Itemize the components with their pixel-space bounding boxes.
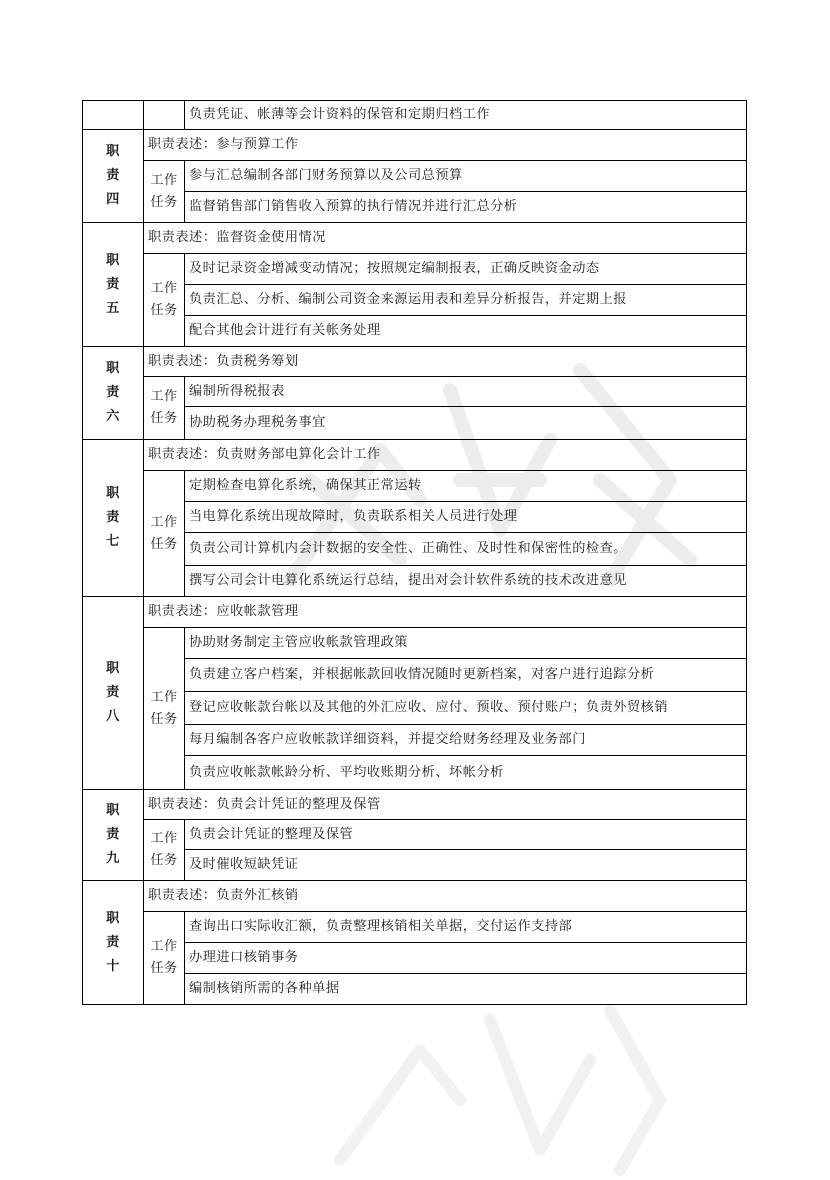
duty-heading: 职 责 十 (83, 881, 144, 1005)
task-text: 负责凭证、帐薄等会计资料的保管和定期归档工作 (185, 101, 747, 130)
table-row (83, 597, 747, 628)
duty-statement: 职责表述：监督资金使用情况 (144, 223, 747, 254)
task-text: 参与汇总编制各部门财务预算以及公司总预算 (185, 161, 747, 192)
task-text: 及时记录资金增减变动情况；按照规定编制报表，正确反映资金动态 (185, 254, 747, 285)
duty-statement: 职责表述：应收帐款管理 (144, 597, 747, 628)
task-text: 负责应收帐款帐龄分析、平均收账期分析、坏帐分析 (185, 756, 747, 790)
table-row (83, 628, 747, 659)
task-text: 负责建立客户档案，并根据帐款回收情况随时更新档案，对客户进行追踪分析 (185, 659, 747, 692)
task-text: 协助财务制定主管应收帐款管理政策 (185, 628, 747, 659)
task-text: 负责公司计算机内会计数据的安全性、正确性、及时性和保密性的检查。 (185, 533, 747, 566)
tasks-label: 工作 任务 (144, 254, 185, 347)
table-row (83, 101, 747, 130)
table-row (83, 820, 747, 850)
task-text: 每月编制各客户应收帐款详细资料，并提交给财务经理及业务部门 (185, 725, 747, 756)
tasks-label: 工作 任务 (144, 912, 185, 1005)
table-row (83, 130, 747, 161)
duty-heading: 职 责 五 (83, 223, 144, 347)
task-text: 负责会计凭证的整理及保管 (185, 820, 747, 850)
task-text: 编制核销所需的各种单据 (185, 974, 747, 1005)
duty-statement: 职责表述：负责财务部电算化会计工作 (144, 440, 747, 471)
tasks-label: 工作 任务 (144, 628, 185, 790)
duty-heading: 职 责 六 (83, 347, 144, 440)
duty-heading: 职 责 九 (83, 790, 144, 881)
task-text: 配合其他会计进行有关帐务处理 (185, 316, 747, 347)
task-text: 当电算化系统出现故障时，负责联系相关人员进行处理 (185, 502, 747, 533)
duty-statement: 职责表述：负责外汇核销 (144, 881, 747, 912)
task-text: 负责汇总、分析、编制公司资金来源运用表和差异分析报告，并定期上报 (185, 285, 747, 316)
duty-heading: 职 责 四 (83, 130, 144, 223)
empty-cell (144, 101, 185, 130)
table-row (83, 254, 747, 285)
tasks-label: 工作 任务 (144, 161, 185, 223)
task-text: 办理进口核销事务 (185, 943, 747, 974)
tasks-label: 工作 任务 (144, 471, 185, 597)
duty-statement: 职责表述：负责税务筹划 (144, 347, 747, 377)
task-text: 监督销售部门销售收入预算的执行情况并进行汇总分析 (185, 192, 747, 223)
task-text: 撰写公司会计电算化系统运行总结，提出对会计软件系统的技术改进意见 (185, 566, 747, 597)
table-row (83, 912, 747, 943)
duty-statement: 职责表述：参与预算工作 (144, 130, 747, 161)
tasks-label: 工作 任务 (144, 820, 185, 881)
duty-heading: 职 责 八 (83, 597, 144, 790)
table-row (83, 471, 747, 502)
task-text: 查询出口实际收汇额，负责整理核销相关单据，交付运作支持部 (185, 912, 747, 943)
task-text: 协助税务办理税务事宜 (185, 407, 747, 440)
task-text: 及时催收短缺凭证 (185, 850, 747, 881)
task-text: 定期检查电算化系统，确保其正常运转 (185, 471, 747, 502)
table-row (83, 881, 747, 912)
empty-cell (83, 101, 144, 130)
table-row (83, 347, 747, 377)
duties-table (82, 100, 747, 1005)
duty-statement: 职责表述：负责会计凭证的整理及保管 (144, 790, 747, 820)
table-row (83, 790, 747, 820)
table-row (83, 161, 747, 192)
task-text: 编制所得税报表 (185, 377, 747, 407)
task-text: 登记应收帐款台帐以及其他的外汇应收、应付、预收、预付账户；负责外贸核销 (185, 692, 747, 725)
watermark-bottom (300, 980, 680, 1180)
table-row (83, 377, 747, 407)
table-row (83, 440, 747, 471)
duty-heading: 职 责 七 (83, 440, 144, 597)
tasks-label: 工作 任务 (144, 377, 185, 440)
table-row (83, 223, 747, 254)
